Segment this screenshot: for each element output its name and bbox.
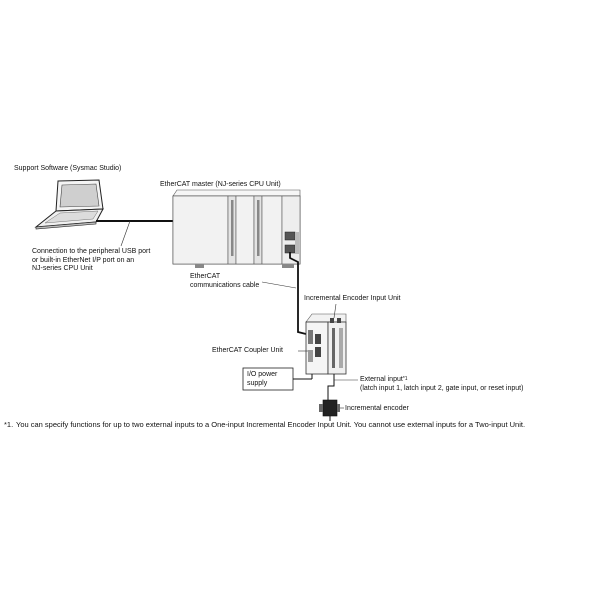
connection-leader-line: [121, 221, 130, 246]
incremental-encoder-icon: [319, 400, 340, 421]
support-software-label: Support Software (Sysmac Studio): [14, 165, 122, 172]
laptop-icon: [36, 180, 103, 229]
footnote-text: You can specify functions for up to two external inputs to a One-input Incremental Encoder Input Unit. You cannot use external inputs for a Two-input Unit.: [16, 420, 526, 429]
connection-label-line-1: Connection to the peripheral USB port: [32, 248, 151, 255]
io-power-label-line-2: supply: [247, 379, 268, 387]
plc-cpu-unit-icon: [173, 190, 300, 268]
ethercat-cable-label-line-1: EtherCAT: [190, 273, 221, 280]
ethercat-master-label: EtherCAT master (NJ-series CPU Unit): [160, 181, 281, 188]
external-input-detail-label: (latch input 1, latch input 2, gate input, or reset input): [360, 385, 524, 392]
io-power-label-line-1: I/O power: [247, 371, 278, 378]
encoder-input-unit-icon: [328, 318, 346, 374]
ethercat-cable-label-line-2: communications cable: [190, 281, 260, 289]
encoder-input-unit-label: Incremental Encoder Input Unit: [304, 295, 401, 302]
ethercat-coupler-unit-label: EtherCAT Coupler Unit: [212, 347, 283, 354]
external-input-text: External input: [360, 376, 403, 383]
cable-leader-line: [262, 282, 296, 288]
incremental-encoder-label: Incremental encoder: [345, 404, 409, 412]
footnote-mark: *1.: [4, 420, 14, 429]
footnote: [4, 420, 594, 429]
connection-label-line-3: NJ-series CPU Unit: [32, 265, 93, 272]
external-input-wire: [328, 374, 334, 400]
external-input-label: [360, 376, 408, 385]
external-input-footnote-mark: *1: [402, 376, 408, 382]
connection-label-line-2: or built-in EtherNet I/P port on an: [32, 256, 135, 264]
